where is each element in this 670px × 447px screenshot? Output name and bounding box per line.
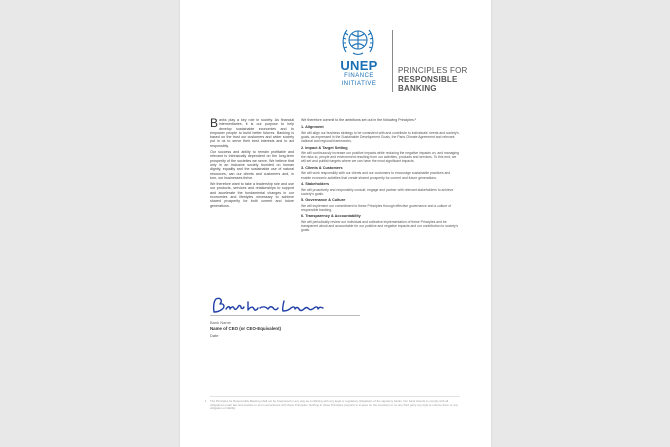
document-page <box>180 0 491 447</box>
logo-responsible: RESPONSIBLE <box>398 75 458 84</box>
principle-body: We will align our business strategy to be consistent with and contribute to individuals' needs and society's goals, as expressed in the Sustainable Development Goals, the Paris Climate Agreement and relevant national and regional frameworks. <box>301 130 459 144</box>
principle-2 <box>301 146 461 164</box>
intro-paragraph-3: We therefore want to take a leadership role and use our products, services and relationships to support and accelerate the fundamental changes in our economies and lifestyles necessary to achieve shared prosperity for both current and future generations. <box>210 182 294 208</box>
principle-body: We will implement our commitment to these Principles through effective governance and a culture of responsible banking. <box>301 203 452 212</box>
logo-principles-for: PRINCIPLES FOR <box>398 66 468 75</box>
logo-initiative-text: INITIATIVE <box>341 81 377 87</box>
principle-body: We will continuously increase our positive impacts while reducing the negative impacts on, and managing the risks to, people and environment resulting from our activities, products and services. To this end, we will set and publish targets where we can have the most significant impacts. <box>301 151 459 164</box>
footnote <box>205 399 460 411</box>
signature-image <box>208 296 338 316</box>
un-emblem-icon <box>340 24 376 58</box>
unep-fi-logo <box>331 24 471 104</box>
footnote-number: 1 <box>205 399 207 403</box>
date-label: Date <box>210 333 219 338</box>
footnote-text: The Principles for Responsible Banking shall not be interpreted in any way as conflicting with any legal or regulatory obligations of the signatory banks. Our bank intends to comply with all obligations under law and practice to act in accordance with these Principles. Nothing in these Principles purports to impose on the members or on any third party any right to enforce them or any obligation or liability. <box>210 399 458 410</box>
intro-column <box>210 118 294 210</box>
principle-1 <box>301 125 461 143</box>
signature-line <box>210 315 360 316</box>
logo-divider <box>392 30 393 92</box>
principle-body: We will proactively and responsibly consult, engage and partner with relevant stakeholders to achieve society's goals. <box>301 187 454 196</box>
commit-intro: We therefore commit to the ambitions set out in the following Principles:¹ <box>301 118 416 122</box>
logo-unep-text: UNEP <box>340 58 378 73</box>
principle-heading: 4. Stakeholders <box>301 182 330 186</box>
ceo-name-label: Name of CEO (or CEO-Equivalent) <box>210 326 281 331</box>
principle-5 <box>301 198 461 212</box>
principle-6 <box>301 214 461 232</box>
intro-paragraph-2: Our success and ability to remain profitable and relevant is intrinsically dependent on the long-term prosperity of the societies we serve. We believe that only in an inclusive society founded on human dignity, equality and the sustainable use of natural resources, can our clients and customers and, in turn, our businesses thrive. <box>210 150 294 180</box>
principle-heading: 6. Transparency & Accountability <box>301 214 361 219</box>
logo-banking: BANKING <box>398 84 437 93</box>
principle-3 <box>301 166 461 180</box>
principle-heading: 5. Governance & Culture <box>301 198 346 203</box>
intro-paragraph-1: Banks play a key role in society. As financial intermediaries, it is our purpose to help develop sustainable economies and to empower people to build better futures. Banking is based on the trust our customers and wider society put in us to serve their best interests and to act responsibly. <box>210 116 294 148</box>
drop-cap: B <box>210 116 219 130</box>
principles-column <box>301 118 461 235</box>
principle-4 <box>301 182 461 196</box>
principle-body: We will work responsibly with our clients and our customers to encourage sustainable practices and enable economic activities that create shared prosperity for current and future generations. <box>301 171 451 180</box>
principle-heading: 3. Clients & Customers <box>301 165 343 170</box>
bank-name-label: Bank Name <box>210 320 231 325</box>
footnote-divider <box>210 396 460 397</box>
principle-heading: 2. Impact & Target Setting <box>301 145 348 150</box>
principle-heading: 1. Alignment <box>301 125 324 130</box>
principle-body: We will periodically review our individual and collective implementation of these Principles and be transparent about and accountable for our positive and negative impacts and our contribution to society's goals. <box>301 219 459 233</box>
logo-finance-text: FINANCE <box>344 73 374 79</box>
